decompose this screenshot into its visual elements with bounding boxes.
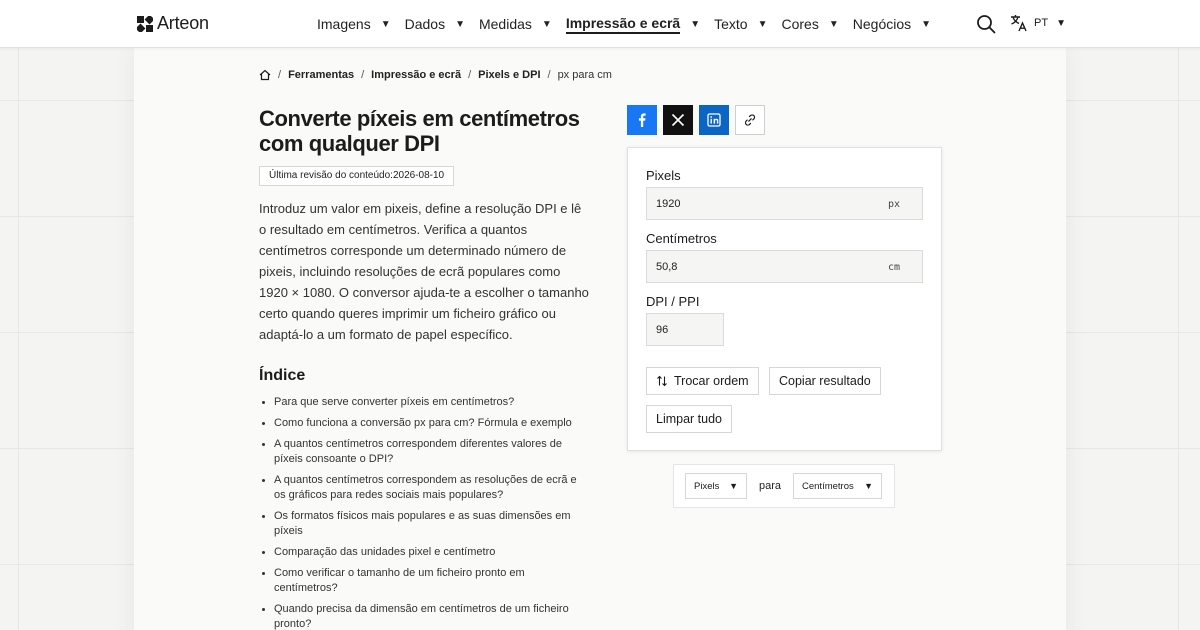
- centimeters-label: Centímetros: [646, 231, 717, 246]
- clear-all-button[interactable]: [646, 405, 732, 433]
- toc-item[interactable]: Como verificar o tamanho de um ficheiro pronto em centímetros?: [259, 566, 589, 596]
- toc-title: Índice: [259, 367, 306, 384]
- search-icon[interactable]: [976, 14, 996, 34]
- toc-item[interactable]: A quantos centímetros correspondem diferentes valores de píxeis consoante o DPI?: [259, 437, 589, 467]
- page-title: Converte píxeis em centímetros com qualquer DPI: [259, 106, 580, 156]
- nav-label: Impressão e ecrã: [566, 15, 680, 34]
- language-selector[interactable]: [1010, 14, 1066, 32]
- chevron-down-icon: ▼: [729, 481, 738, 491]
- chevron-down-icon: ▼: [455, 18, 465, 30]
- dpi-value: 96: [656, 323, 669, 336]
- chevron-down-icon: ▼: [864, 481, 873, 491]
- nav-item-impressao-e-ecra[interactable]: [566, 0, 700, 48]
- breadcrumb-separator: /: [547, 69, 551, 81]
- centimeters-unit: cm: [887, 262, 900, 273]
- share-linkedin-button[interactable]: [699, 105, 729, 135]
- brand-name: Arteon: [157, 13, 209, 33]
- chevron-down-icon: ▼: [828, 18, 839, 30]
- nav-item-dados[interactable]: [405, 0, 465, 48]
- chevron-down-icon: ▼: [1056, 17, 1066, 29]
- nav-label: Dados: [404, 16, 446, 32]
- to-unit-value: Centímetros: [802, 480, 854, 492]
- dpi-input[interactable]: [646, 313, 724, 346]
- copy-result-button[interactable]: [769, 367, 881, 395]
- from-unit-select[interactable]: [685, 473, 747, 499]
- facebook-icon: [635, 113, 649, 127]
- home-icon[interactable]: [259, 69, 271, 81]
- breadcrumb-separator: /: [468, 69, 472, 81]
- share-buttons: [627, 105, 771, 135]
- nav-label: Medidas: [478, 16, 532, 32]
- breadcrumb-current: px para cm: [557, 69, 612, 81]
- nav-label: Negócios: [852, 16, 912, 32]
- main-nav: [317, 0, 945, 48]
- breadcrumb: [259, 69, 612, 81]
- nav-item-negocios[interactable]: [853, 0, 931, 48]
- chevron-down-icon: ▼: [757, 18, 768, 30]
- swap-order-label: Trocar ordem: [674, 374, 749, 388]
- to-unit-select[interactable]: [793, 473, 882, 499]
- pixels-unit: px: [887, 199, 900, 210]
- breadcrumb-item[interactable]: Ferramentas: [288, 69, 355, 81]
- breadcrumb-separator: /: [278, 69, 282, 81]
- swap-order-button[interactable]: [646, 367, 759, 395]
- x-icon: [671, 113, 685, 127]
- centimeters-input[interactable]: [646, 250, 923, 283]
- share-x-button[interactable]: [663, 105, 693, 135]
- chevron-down-icon: ▼: [380, 18, 391, 30]
- chevron-down-icon: ▼: [921, 18, 932, 30]
- nav-item-imagens[interactable]: [317, 0, 391, 48]
- unit-connector: para: [759, 480, 782, 492]
- nav-label: Cores: [781, 16, 819, 32]
- pixels-label: Pixels: [646, 168, 681, 183]
- breadcrumb-separator: /: [361, 69, 365, 81]
- toc-item[interactable]: Como funciona a conversão px para cm? Fórmula e exemplo: [259, 416, 589, 431]
- copy-result-label: Copiar resultado: [779, 374, 871, 388]
- nav-label: Imagens: [317, 16, 371, 32]
- toc-item[interactable]: Os formatos físicos mais populares e as suas dimensões em píxeis: [259, 509, 589, 539]
- toc-item[interactable]: Para que serve converter píxeis em centímetros?: [259, 395, 589, 410]
- toc-item[interactable]: A quantos centímetros correspondem as resoluções de ecrã e os gráficos para redes sociais mais populares?: [259, 473, 589, 503]
- link-icon: [743, 113, 757, 127]
- breadcrumb-item[interactable]: Pixels e DPI: [478, 69, 541, 81]
- chevron-down-icon: ▼: [690, 18, 701, 30]
- intro-paragraph: Introduz um valor em pixeis, define a resolução DPI e lê o resultado em centímetros. Verifica a quantos centímetros corresponde um determinado número de pixeis, incluindo resoluções de ecrã populares como 1920 × 1080. O conversor ajuda-te a escolher o tamanho certo quando queres imprimir um ficheiro gráfico ou adaptá-lo a um formato de papel específico.: [259, 201, 589, 342]
- dpi-label: DPI / PPI: [646, 294, 700, 309]
- nav-item-cores[interactable]: [782, 0, 839, 48]
- swap-icon: [656, 375, 668, 387]
- pixels-value: 1920: [656, 197, 681, 210]
- logo[interactable]: [137, 13, 209, 34]
- share-facebook-button[interactable]: [627, 105, 657, 135]
- pixels-input[interactable]: [646, 187, 923, 220]
- linkedin-icon: [707, 113, 721, 127]
- revision-badge: Última revisão do conteúdo:2026-08-10: [259, 166, 454, 186]
- toc-item[interactable]: Quando precisa da dimensão em centímetros de um ficheiro pronto?: [259, 602, 589, 630]
- toc-item[interactable]: Comparação das unidades pixel e centímetro: [259, 545, 589, 560]
- nav-item-medidas[interactable]: [479, 0, 552, 48]
- table-of-contents: [259, 395, 589, 630]
- site-header: [0, 0, 1200, 48]
- translate-icon: [1010, 14, 1028, 32]
- logo-icon: [137, 16, 153, 32]
- language-code: PT: [1034, 17, 1049, 29]
- copy-link-button[interactable]: [735, 105, 765, 135]
- nav-label: Texto: [714, 16, 748, 32]
- clear-all-label: Limpar tudo: [656, 412, 723, 426]
- chevron-down-icon: ▼: [541, 18, 552, 30]
- nav-item-texto[interactable]: [714, 0, 767, 48]
- from-unit-value: Pixels: [694, 480, 720, 492]
- breadcrumb-item[interactable]: Impressão e ecrã: [371, 69, 462, 81]
- centimeters-value: 50,8: [656, 260, 678, 273]
